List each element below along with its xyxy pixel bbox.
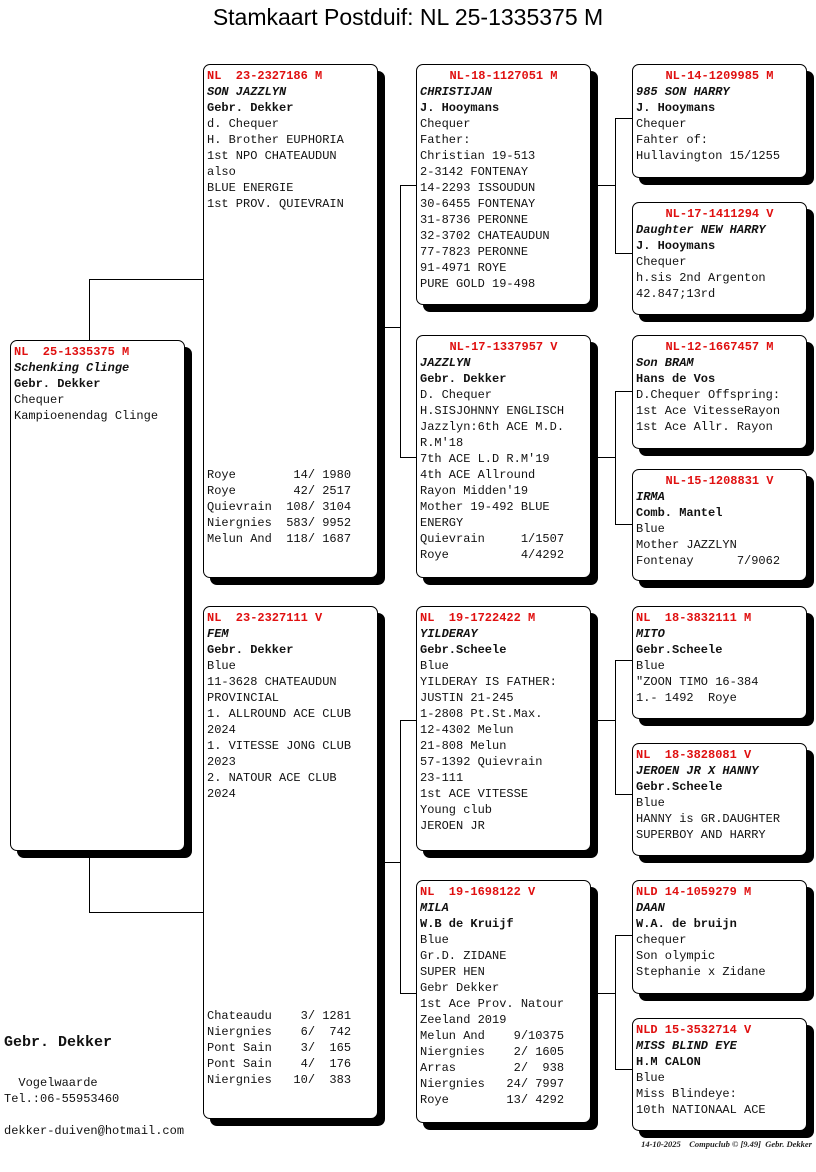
footer [641,1139,812,1149]
pigeon-name: Daughter NEW HARRY [636,223,766,237]
owner-name: Comb. Mantel [636,506,723,520]
result-row: Pont Sain 4/ 176 [207,1057,352,1071]
connector-line [400,185,416,186]
info-line: Blue [420,933,449,947]
pigeon-card-father[interactable] [203,64,378,578]
owner-name: W.A. de bruijn [636,917,737,931]
connector-line [615,794,632,795]
result-row: Pont Sain 3/ 165 [207,1041,352,1055]
ring-number: NL 23-2327186 M [207,69,323,83]
info-line: 4th ACE Allround [420,468,536,482]
info-line: Blue [636,659,665,673]
owner-name: Gebr.Scheele [420,643,507,657]
result-row: Chateaudu 3/ 1281 [207,1009,352,1023]
info-line: Stephanie x Zidane [636,965,766,979]
info-line: Blue [636,522,665,536]
pigeon-name: 985 SON HARRY [636,85,730,99]
pigeon-name: FEM [207,627,229,641]
info-line: R.M'18 [420,436,464,450]
owner-name: W.B de Kruijf [420,917,514,931]
connector-line [89,279,203,280]
connector-line [591,993,615,994]
info-line: Blue [636,1071,665,1085]
info-line: 11-3628 CHATEAUDUN [207,675,337,689]
result-row: Niergnies 10/ 383 [207,1073,352,1087]
ring-number: NL 18-3828081 V [636,748,752,762]
info-line: Arras 2/ 938 [420,1061,565,1075]
ring-number: NL 25-1335375 M [14,345,130,359]
pigeon-name: Son BRAM [636,356,694,370]
owner-name: Hans de Vos [636,372,716,386]
footer-owner: Gebr. Dekker [765,1139,812,1149]
info-line: "ZOON TIMO 16-384 [636,675,759,689]
info-line: HANNY is GR.DAUGHTER [636,812,781,826]
pigeon-name: Schenking Clinge [14,361,130,375]
pigeon-name: MISS BLIND EYE [636,1039,737,1053]
ring-number: NL-14-1209985 M [665,69,774,83]
pigeon-card-ff[interactable] [416,64,591,305]
info-line: 1.- 1492 Roye [636,691,737,705]
info-line: 1st PROV. QUIEVRAIN [207,197,344,211]
pigeon-card-fff[interactable] [632,64,807,178]
info-line: Chequer [636,255,687,269]
ring-number: NLD 15-3532714 V [636,1023,752,1037]
pigeon-card-mfm[interactable] [632,743,807,856]
info-line: Niergnies 2/ 1605 [420,1045,565,1059]
footer-date: 14-10-2025 [641,1139,681,1149]
connector-line [615,1069,632,1070]
pigeon-name: YILDERAY [420,627,478,641]
info-line: D. Chequer [420,388,493,402]
info-line: 1. ALLROUND ACE CLUB [207,707,352,721]
pigeon-name: JEROEN JR X HANNY [636,764,759,778]
page-title: Stamkaart Postduif: NL 25-1335375 M [212,4,604,30]
pigeon-card-fmf[interactable] [632,335,807,449]
pigeon-name: IRMA [636,490,665,504]
owner-name: J. Hooymans [636,239,716,253]
connector-line [591,457,615,458]
ring-number: NL-17-1337957 V [449,340,558,354]
info-line: Mother JAZZLYN [636,538,737,552]
info-line: SUPER HEN [420,965,485,979]
ring-number: NL-17-1411294 V [665,207,774,221]
info-line: 31-8736 PERONNE [420,213,529,227]
connector-line [400,720,416,721]
footer-software: Compuclub © [9.49] [689,1139,761,1149]
info-line: Fahter of: [636,133,709,147]
pigeon-name: DAAN [636,901,665,915]
connector-line [615,391,632,392]
info-line: 2024 [207,787,236,801]
owner-name: J. Hooymans [420,101,500,115]
info-line: Mother 19-492 BLUE [420,500,550,514]
info-line: Roye 4/4292 [420,548,565,562]
info-line: 10th NATIONAAL ACE [636,1103,766,1117]
connector-line [591,720,615,721]
pigeon-card-fm[interactable] [416,335,591,578]
info-line: Young club [420,803,493,817]
connector-line [400,457,416,458]
ring-number: NL-18-1127051 M [449,69,558,83]
info-line: JEROEN JR [420,819,485,833]
pigeon-name: SON JAZZLYN [207,85,287,99]
results-list [207,467,351,547]
pigeon-card-mff[interactable] [632,606,807,719]
pigeon-name: CHRISTIJAN [420,85,493,99]
info-line: Son olympic [636,949,716,963]
info-line: d. Chequer [207,117,280,131]
pigeon-card-subject[interactable] [10,340,185,851]
info-line: Miss Blindeye: [636,1087,737,1101]
info-line: 1st ACE VITESSE [420,787,529,801]
info-line: 57-1392 Quievrain [420,755,543,769]
info-line: YILDERAY IS FATHER: [420,675,557,689]
info-line: 2024 [207,723,236,737]
info-line: 1. VITESSE JONG CLUB [207,739,352,753]
pigeon-name: MILA [420,901,449,915]
result-row: Roye 42/ 2517 [207,484,352,498]
ring-number: NL 19-1722422 M [420,611,536,625]
info-line: Zeeland 2019 [420,1013,507,1027]
info-line: Father: [420,133,471,147]
info-line: 21-808 Melun [420,739,507,753]
connector-line [615,660,632,661]
owner-name: H.M CALON [636,1055,701,1069]
ring-number: NL 19-1698122 V [420,885,536,899]
pigeon-card-mother[interactable] [203,606,378,1119]
info-line: 1st Ace Prov. Natour [420,997,565,1011]
result-row: Niergnies 583/ 9952 [207,516,352,530]
owner-name: Gebr. Dekker [207,643,294,657]
connector-line [615,935,632,936]
info-line: Blue [207,659,236,673]
info-line: Jazzlyn:6th ACE M.D. [420,420,565,434]
info-line: 14-2293 ISSOUDUN [420,181,536,195]
owner-name: Gebr. Dekker [207,101,294,115]
pigeon-card-ffm[interactable] [632,202,807,315]
pigeon-card-mmf[interactable] [632,880,807,994]
info-line: 1st NPO CHATEAUDUN [207,149,337,163]
ring-number: NL 23-2327111 V [207,611,323,625]
ring-number: NLD 14-1059279 M [636,885,752,899]
info-line: 7th ACE L.D R.M'19 [420,452,550,466]
connector-line [615,253,632,254]
connector-line [400,185,401,458]
info-line: Melun And 9/10375 [420,1029,565,1043]
info-line: Kampioenendag Clinge [14,409,159,423]
info-line: Blue [420,659,449,673]
connector-line [378,862,400,863]
pigeon-card-mm[interactable] [416,880,591,1123]
pigeon-card-mmm[interactable] [632,1018,807,1131]
info-line: Hullavington 15/1255 [636,149,781,163]
connector-line [615,391,616,525]
info-line: H. Brother EUPHORIA [207,133,344,147]
info-line: Blue [636,796,665,810]
info-line: 32-3702 CHATEAUDUN [420,229,550,243]
owner-name: Gebr. Dekker [14,377,101,391]
info-line: Christian 19-513 [420,149,536,163]
info-line: 77-7823 PERONNE [420,245,529,259]
result-row: Roye 14/ 1980 [207,468,352,482]
info-line: H.SISJOHNNY ENGLISCH [420,404,565,418]
info-line: 42.847;13rd [636,287,716,301]
connector-line [615,118,616,254]
owner-name: Gebr.Scheele [636,643,723,657]
info-line: Gebr Dekker [420,981,500,995]
result-row: Quievrain 108/ 3104 [207,500,352,514]
info-line: Gr.D. ZIDANE [420,949,507,963]
info-line: BLUE ENERGIE [207,181,294,195]
info-line: PURE GOLD 19-498 [420,277,536,291]
owner-name: J. Hooymans [636,101,716,115]
info-line: 91-4971 ROYE [420,261,507,275]
connector-line [591,185,615,186]
connector-line [89,279,90,340]
connector-line [615,524,632,525]
info-line: JUSTIN 21-245 [420,691,514,705]
breeder-phone: Tel.:06-55953460 [4,1092,120,1106]
info-line: Chequer [636,117,687,131]
info-line: Niergnies 24/ 7997 [420,1077,565,1091]
breeder-email: dekker-duiven@hotmail.com [4,1124,185,1138]
pigeon-name: MITO [636,627,665,641]
breeder-name: Gebr. Dekker [4,1034,113,1051]
connector-line [378,327,400,328]
ring-number: NL-12-1667457 M [665,340,774,354]
info-line: 1st Ace Allr. Rayon [636,420,773,434]
info-line: SUPERBOY AND HARRY [636,828,766,842]
info-line: 12-4302 Melun [420,723,514,737]
info-line: 2023 [207,755,236,769]
pigeon-card-mf[interactable] [416,606,591,851]
connector-line [89,851,90,913]
pigeon-card-fmm[interactable] [632,469,807,581]
connector-line [89,912,203,913]
info-line: also [207,165,236,179]
connector-line [615,935,616,1070]
connector-line [400,720,401,994]
info-line: Fontenay 7/9062 [636,554,781,568]
info-line: ENERGY [420,516,464,530]
info-line: 1-2808 Pt.St.Max. [420,707,543,721]
info-line: PROVINCIAL [207,691,280,705]
info-line: 30-6455 FONTENAY [420,197,536,211]
result-row: Melun And 118/ 1687 [207,532,352,546]
info-line: Chequer [14,393,65,407]
owner-name: Gebr.Scheele [636,780,723,794]
info-line: 23-111 [420,771,464,785]
connector-line [400,993,416,994]
info-line: Quievrain 1/1507 [420,532,565,546]
results-list [207,1008,351,1088]
info-line: h.sis 2nd Argenton [636,271,766,285]
info-line: Chequer [420,117,471,131]
info-line: 2. NATOUR ACE CLUB [207,771,337,785]
connector-line [615,660,616,794]
info-line: Roye 13/ 4292 [420,1093,565,1107]
owner-name: Gebr. Dekker [420,372,507,386]
info-line: Rayon Midden'19 [420,484,529,498]
info-line: chequer [636,933,687,947]
info-line: 1st Ace VitesseRayon [636,404,781,418]
breeder-place: Vogelwaarde [4,1076,98,1090]
ring-number: NL-15-1208831 V [665,474,774,488]
info-line: D.Chequer Offspring: [636,388,781,402]
result-row: Niergnies 6/ 742 [207,1025,352,1039]
pigeon-name: JAZZLYN [420,356,471,370]
info-line: 2-3142 FONTENAY [420,165,529,179]
connector-line [615,118,632,119]
ring-number: NL 18-3832111 M [636,611,752,625]
